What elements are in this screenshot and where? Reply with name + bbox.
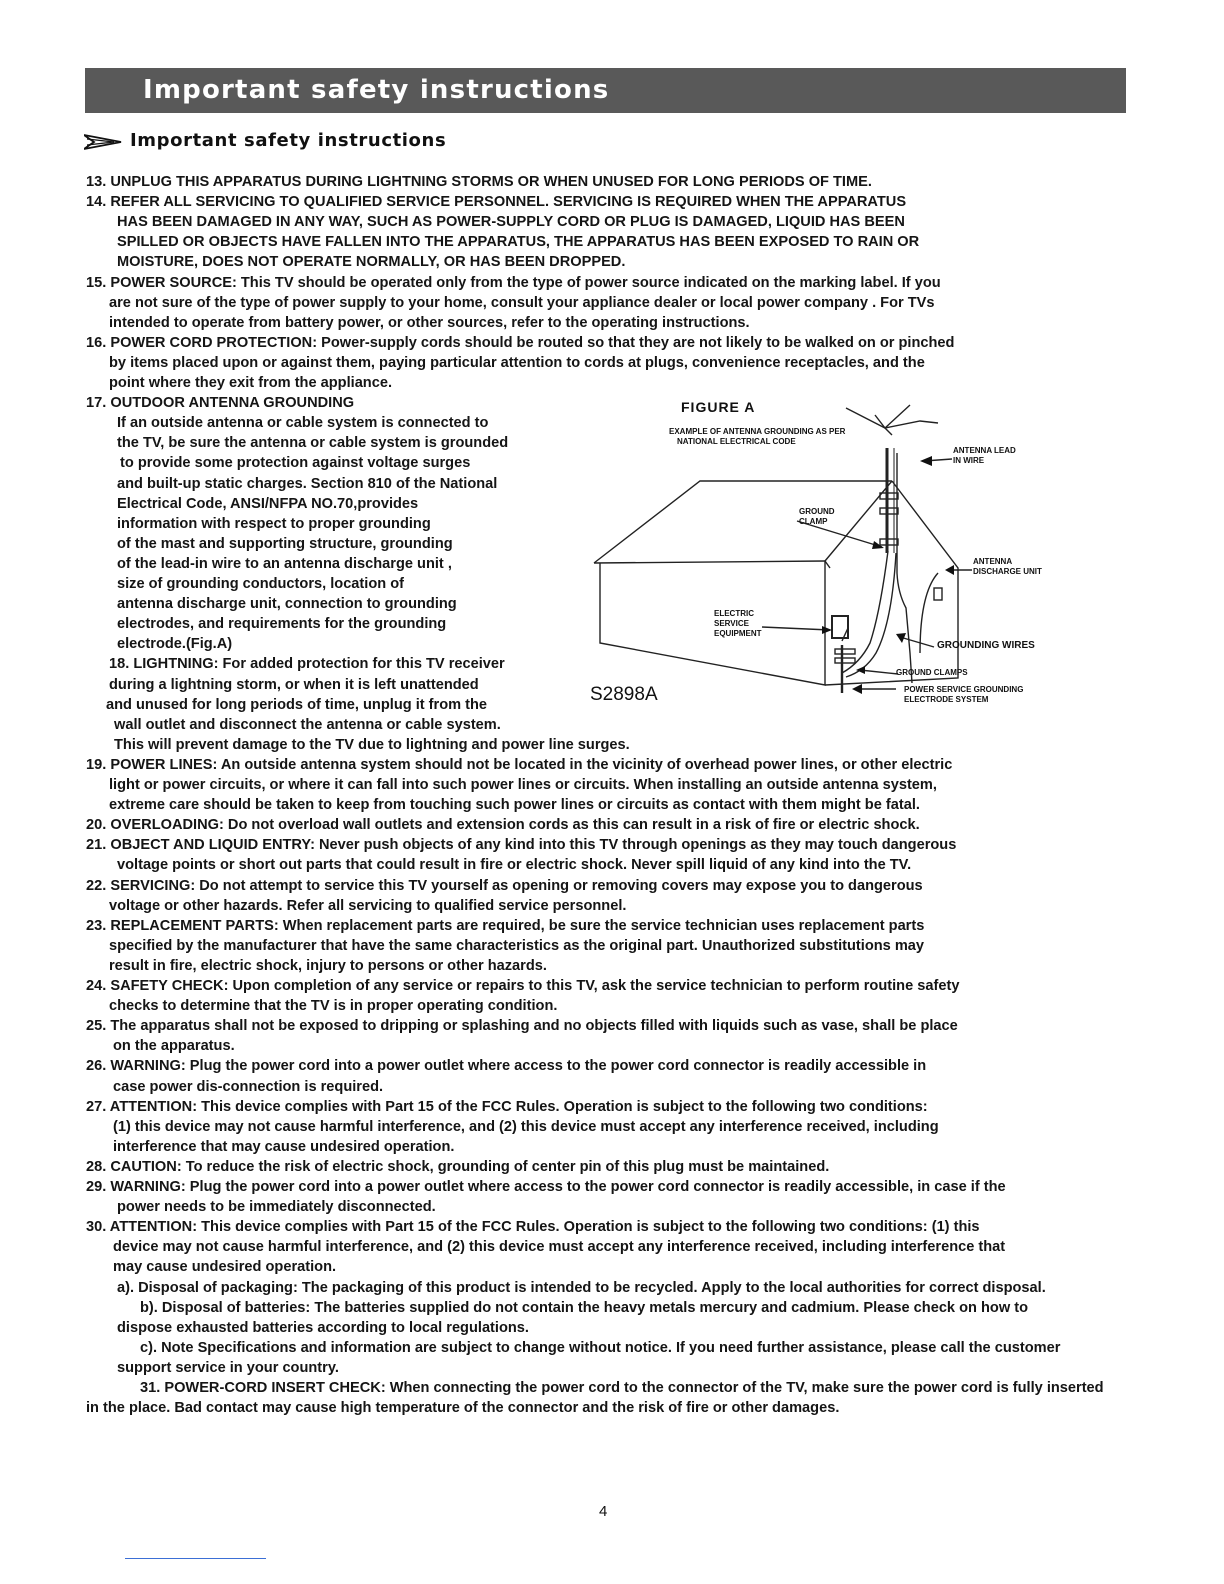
instruction-line: information with respect to proper grounding <box>117 515 431 532</box>
instruction-line: 23. REPLACEMENT PARTS: When replacement parts are required, be sure the service technician uses replacement parts <box>86 917 925 934</box>
antenna-grounding-figure <box>580 393 1060 723</box>
instruction-line: 25. The apparatus shall not be exposed to dripping or splashing and no objects filled with liquids such as vase, shall be place <box>86 1018 958 1035</box>
instruction-line: 16. POWER CORD PROTECTION: Power-supply cords should be routed so that they are not likely to be walked on or pinched <box>86 334 955 351</box>
instruction-line: are not sure of the type of power supply to your home, consult your appliance dealer or local power company . For TVs <box>109 294 935 311</box>
label-antenna-lead: IN WIRE <box>953 456 985 465</box>
instruction-line: 28. CAUTION: To reduce the risk of electric shock, grounding of center pin of this plug must be maintained. <box>86 1158 830 1175</box>
instruction-line: This will prevent damage to the TV due to lightning and power line surges. <box>114 736 630 753</box>
instruction-line: 29. WARNING: Plug the power cord into a power outlet where access to the power cord connector is readily accessible, in case if the <box>86 1179 1006 1195</box>
label-electric-service: SERVICE <box>714 619 749 628</box>
instruction-line: voltage points or short out parts that could result in fire or electric shock. Never spill liquid of any kind into the TV. <box>117 857 912 874</box>
instruction-line: of the mast and supporting structure, grounding <box>117 535 453 552</box>
instruction-line: If an outside antenna or cable system is connected to <box>117 415 489 432</box>
instruction-line: antenna discharge unit, connection to grounding <box>117 596 457 613</box>
instruction-line: specified by the manufacturer that have the same characteristics as the original part. Unauthorized substitutions may <box>109 937 925 954</box>
instruction-line: power needs to be immediately disconnected. <box>117 1199 436 1216</box>
instruction-line: a). Disposal of packaging: The packaging of this product is intended to be recycled. Apply to the local authorities for correct disposal. <box>117 1279 1046 1296</box>
section-heading-text: Important safety instructions <box>130 130 447 151</box>
instruction-line: 13. UNPLUG THIS APPARATUS DURING LIGHTNING STORMS OR WHEN UNUSED FOR LONG PERIODS OF TIME. <box>86 174 872 190</box>
label-discharge-unit: DISCHARGE UNIT <box>973 567 1042 576</box>
instruction-line: by items placed upon or against them, paying particular attention to cords at plugs, convenience receptacles, and the <box>109 354 925 371</box>
instruction-line: may cause undesired operation. <box>113 1259 337 1276</box>
model-code: S2898A <box>590 684 658 705</box>
instruction-line: 20. OVERLOADING: Do not overload wall outlets and extension cords as this can result in a risk of fire or electric shock. <box>86 817 920 834</box>
instruction-line: device may not cause harmful interference, and (2) this device must accept any interference received, including interference that <box>113 1239 1006 1256</box>
label-power-service: ELECTRODE SYSTEM <box>904 695 989 704</box>
instruction-line: extreme care should be taken to keep from touching such power lines or circuits as contact with them might be fatal. <box>109 797 920 814</box>
instruction-line: 19. POWER LINES: An outside antenna system should not be located in the vicinity of overhead power lines, or other electric <box>86 756 953 773</box>
instruction-line: result in fire, electric shock, injury to persons or other hazards. <box>109 957 547 974</box>
label-ground-clamp: CLAMP <box>799 517 828 526</box>
label-electric-service: EQUIPMENT <box>714 629 762 638</box>
instruction-line: dispose exhausted batteries according to local regulations. <box>117 1319 529 1336</box>
label-antenna-lead: ANTENNA LEAD <box>953 446 1016 455</box>
footer-rule <box>125 1558 266 1559</box>
instruction-line: interference that may cause undesired operation. <box>113 1138 455 1155</box>
instruction-line: electrode.(Fig.A) <box>117 636 233 653</box>
arrow-icon <box>84 133 122 151</box>
instruction-line: checks to determine that the TV is in proper operating condition. <box>109 998 558 1015</box>
instruction-line: light or power circuits, or where it can fall into such power lines or circuits. When installing an outside antenna system, <box>109 777 937 793</box>
figure-caption: NATIONAL ELECTRICAL CODE <box>677 437 796 446</box>
label-ground-clamp: GROUND <box>799 507 835 516</box>
instruction-line: and built-up static charges. Section 810 of the National <box>117 475 498 492</box>
instruction-line: 24. SAFETY CHECK: Upon completion of any service or repairs to this TV, ask the service technician to perform routine safety <box>86 978 960 994</box>
instruction-line: voltage or other hazards. Refer all servicing to qualified service personnel. <box>109 897 627 914</box>
instruction-line: HAS BEEN DAMAGED IN ANY WAY, SUCH AS POWER-SUPPLY CORD OR PLUG IS DAMAGED, LIQUID HAS BEEN <box>117 214 905 231</box>
instruction-line: 31. POWER-CORD INSERT CHECK: When connecting the power cord to the connector of the TV, make sure the power cord is fully inserted <box>140 1380 1104 1396</box>
instruction-line: of the lead-in wire to an antenna discharge unit , <box>117 555 452 572</box>
instruction-line: in the place. Bad contact may cause high temperature of the connector and the risk of fire or other damages. <box>86 1400 840 1417</box>
figure-caption: EXAMPLE OF ANTENNA GROUNDING AS PER <box>669 427 846 436</box>
instruction-line: c). Note Specifications and information are subject to change without notice. If you need further assistance, please call the customer <box>140 1339 1061 1356</box>
instruction-line: and unused for long periods of time, unplug it from the <box>106 696 488 713</box>
label-ground-clamps: GROUND CLAMPS <box>896 668 968 677</box>
instruction-line: case power dis-connection is required. <box>113 1078 384 1095</box>
instruction-line: SPILLED OR OBJECTS HAVE FALLEN INTO THE APPARATUS, THE APPARATUS HAS BEEN EXPOSED TO RAIN OR <box>117 234 920 251</box>
instruction-line: wall outlet and disconnect the antenna or cable system. <box>114 716 501 733</box>
instruction-line: (1) this device may not cause harmful interference, and (2) this device must accept any interference received, including <box>113 1118 939 1135</box>
figure-title: FIGURE A <box>681 399 756 415</box>
instruction-line: size of grounding conductors, location of <box>117 576 405 592</box>
instruction-line: support service in your country. <box>117 1359 339 1376</box>
page-number: 4 <box>599 1503 608 1520</box>
instruction-line: 14. REFER ALL SERVICING TO QUALIFIED SERVICE PERSONNEL. SERVICING IS REQUIRED WHEN THE APPARATUS <box>86 194 907 211</box>
instruction-line: 18. LIGHTNING: For added protection for this TV receiver <box>109 656 505 673</box>
instruction-line: intended to operate from battery power, or other sources, refer to the operating instructions. <box>109 314 750 331</box>
label-electric-service: ELECTRIC <box>714 609 754 618</box>
instruction-line: 27. ATTENTION: This device complies with Part 15 of the FCC Rules. Operation is subject to the following two conditions: <box>86 1098 928 1115</box>
instruction-line: to provide some protection against voltage surges <box>120 455 471 472</box>
instruction-line: the TV, be sure the antenna or cable system is grounded <box>117 435 509 452</box>
instruction-line: 17. OUTDOOR ANTENNA GROUNDING <box>86 395 355 412</box>
instruction-line: 22. SERVICING: Do not attempt to service this TV yourself as opening or removing covers may expose you to dangerous <box>86 877 923 894</box>
instruction-line: b). Disposal of batteries: The batteries supplied do not contain the heavy metals mercury and cadmium. Please check on how to <box>140 1299 1028 1316</box>
instruction-line: 21. OBJECT AND LIQUID ENTRY: Never push objects of any kind into this TV through openings as they may touch dangerous <box>86 837 957 854</box>
label-grounding-wires: GROUNDING WIRES <box>937 640 1035 651</box>
instruction-line: during a lightning storm, or when it is left unattended <box>109 676 479 693</box>
instruction-line: 26. WARNING: Plug the power cord into a power outlet where access to the power cord connector is readily accessible in <box>86 1058 927 1075</box>
instruction-line: 30. ATTENTION: This device complies with Part 15 of the FCC Rules. Operation is subject to the following two conditions: (1) this <box>86 1219 980 1236</box>
label-power-service: POWER SERVICE GROUNDING <box>904 685 1024 694</box>
instruction-line: on the apparatus. <box>113 1038 235 1055</box>
instruction-line: 15. POWER SOURCE: This TV should be operated only from the type of power source indicated on the marking label. If you <box>86 274 941 291</box>
label-discharge-unit: ANTENNA <box>973 557 1013 566</box>
instruction-line: point where they exit from the appliance. <box>109 375 393 391</box>
instruction-line: electrodes, and requirements for the grounding <box>117 616 447 633</box>
page-title-banner: Important safety instructions <box>85 68 1126 113</box>
instruction-line: MOISTURE, DOES NOT OPERATE NORMALLY, OR HAS BEEN DROPPED. <box>117 254 626 271</box>
instruction-line: Electrical Code, ANSI/NFPA NO.70,provides <box>117 495 419 512</box>
